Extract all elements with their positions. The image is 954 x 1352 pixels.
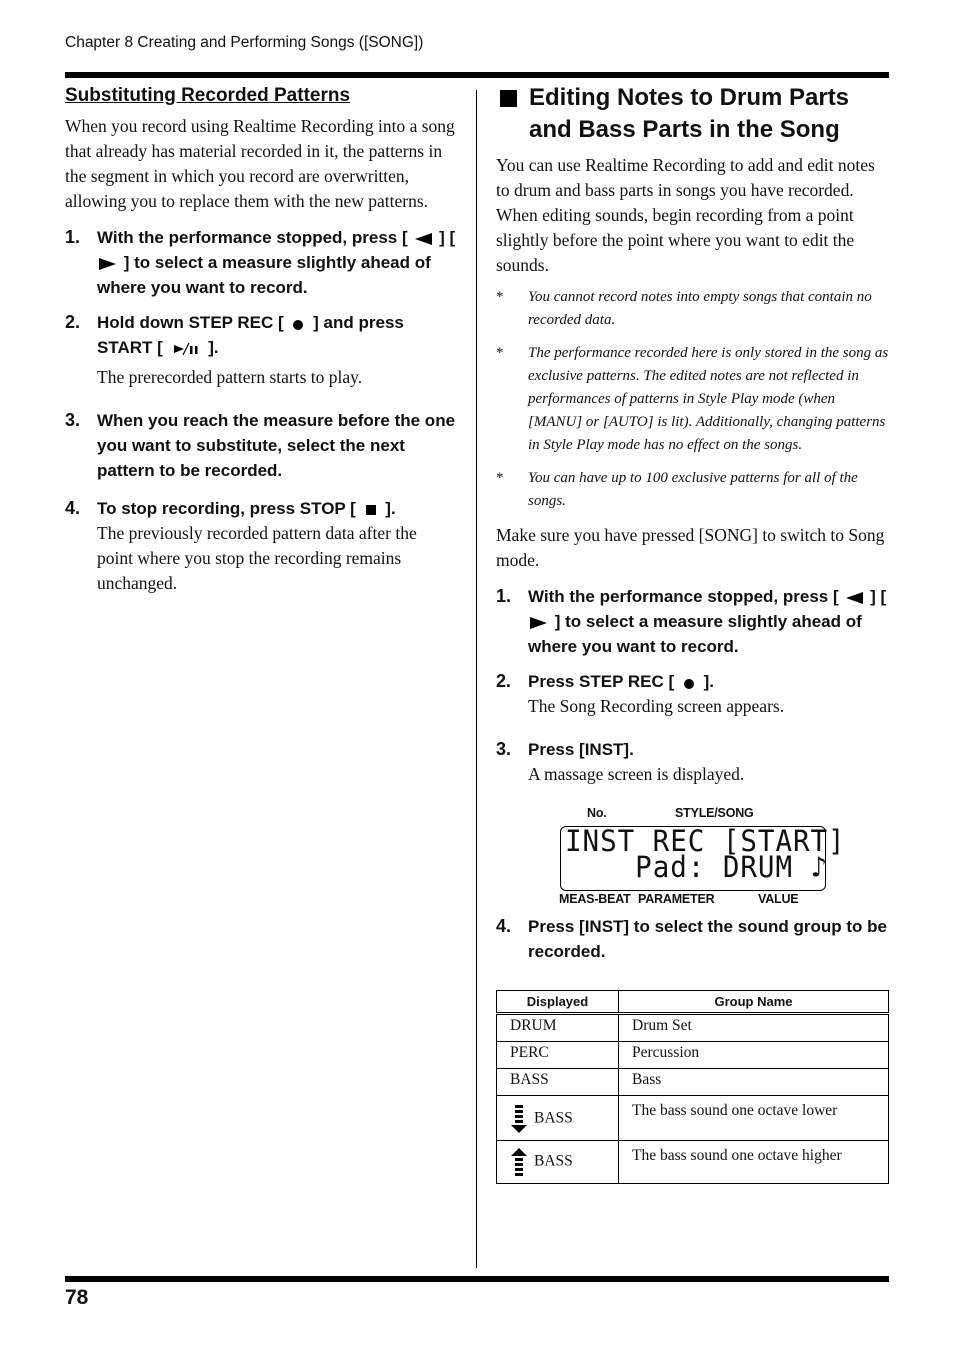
step-result: The previously recorded pattern data after the point where you stop the recording remains unchanged.	[97, 522, 417, 593]
rewind-icon	[412, 232, 434, 246]
note-1: * You cannot record notes into empty songs that contain no recorded data.	[496, 289, 872, 328]
step-number: 3.	[496, 738, 512, 759]
step-result: The prerecorded pattern starts to play.	[97, 367, 363, 387]
intro-paragraph: When you record using Realtime Recording into a song that already has material recorded in it, the patterns in the segment in which you record are overwritten, allowing you to replace them with the new patterns.	[65, 116, 455, 211]
step-4: 4. To stop recording, press STOP [ ]. The previously recorded pattern data after the point where you stop the recording remains unchanged.	[65, 496, 457, 596]
step-number: 4.	[65, 497, 81, 518]
lcd-label-meas-beat: MEAS-BEAT	[559, 892, 631, 906]
step-3: 3. When you reach the measure before the one you want to substitute, select the next pattern to be recorded.	[65, 409, 456, 480]
step-1: 1. With the performance stopped, press [ ] [ ] to select a measure slightly ahead of where you want to record.	[496, 586, 887, 656]
lcd-display	[556, 804, 886, 908]
column-header: Displayed	[497, 991, 619, 1014]
table-row: BASS The bass sound one octave lower	[497, 1096, 889, 1141]
step-number: 4.	[496, 916, 512, 936]
step-result: A massage screen is displayed.	[528, 763, 745, 784]
column-divider	[476, 90, 477, 1268]
step-4: 4. Press [INST] to select the sound group to be recorded.	[496, 916, 887, 961]
lcd-label-no: No.	[587, 806, 607, 820]
fast-forward-icon	[528, 616, 550, 630]
table-header-row	[497, 991, 889, 1014]
intro-paragraph-2: When editing sounds, begin recording from a point slightly before the point where you want to edit the sounds.	[496, 205, 855, 275]
fast-forward-icon	[97, 257, 119, 271]
step-number: 1.	[65, 227, 81, 247]
step-result: The Song Recording screen appears.	[528, 696, 785, 716]
table-row: BASS The bass sound one octave higher	[497, 1141, 889, 1184]
stop-icon	[361, 502, 381, 516]
step-number: 2.	[496, 671, 512, 691]
octave-down-icon	[510, 1104, 528, 1134]
table-row: PERC Percussion	[497, 1042, 889, 1069]
bottom-rule	[65, 1276, 889, 1282]
mode-paragraph: Make sure you have pressed [SONG] to switch to Song mode.	[496, 525, 885, 570]
column-header: Group Name	[619, 991, 889, 1014]
octave-up-icon	[510, 1147, 528, 1177]
step-2: 2. Press STEP REC [ ]. The Song Recording screen appears.	[496, 669, 889, 719]
table-row: DRUM Drum Set	[497, 1014, 889, 1042]
lcd-label-style-song: STYLE/SONG	[675, 806, 754, 820]
rewind-icon	[843, 591, 865, 605]
step-number: 2.	[65, 312, 81, 332]
step-number: 1.	[496, 586, 512, 606]
play-pause-icon	[168, 342, 204, 356]
top-rule	[65, 72, 889, 78]
lcd-line-1: INST REC [START]	[565, 824, 846, 858]
lcd-line-2: Pad: DRUM ♪	[635, 850, 829, 884]
section-heading: Substituting Recorded Patterns	[65, 85, 351, 106]
lcd-label-parameter: PARAMETER	[638, 892, 715, 906]
table-row: BASS Bass	[497, 1069, 889, 1096]
record-dot-icon	[288, 317, 308, 331]
sound-group-table	[496, 990, 889, 1184]
step-2: 2. Hold down STEP REC [ ] and press START [ ]. The prerecorded pattern starts to play.	[65, 310, 457, 390]
lcd-label-value: VALUE	[758, 892, 799, 906]
heading-square-icon	[500, 90, 517, 107]
main-heading: Editing Notes to Drum Parts and Bass Parts in the Song	[496, 82, 889, 146]
page-number: 78	[65, 1286, 89, 1309]
record-dot-icon	[679, 676, 699, 690]
right-column	[496, 82, 889, 1184]
step-1: 1. With the performance stopped, press [ ] [ ] to select a measure slightly ahead of where you want to record.	[65, 227, 456, 297]
left-column	[65, 84, 457, 613]
intro-paragraph-1: You can use Realtime Recording to add and edit notes to drum and bass parts in songs you have recorded.	[496, 155, 875, 200]
note-3: * You can have up to 100 exclusive patterns for all of the songs.	[496, 470, 858, 509]
note-2: * The performance recorded here is only stored in the song as exclusive patterns. The edited notes are not reflected in performances of patterns in Style Play mode (when [MANU] or [AUTO] is lit). Additionally, changing patterns in Style Play mode has no effect on the songs.	[496, 345, 889, 453]
step-3: 3. Press [INST]. A massage screen is displayed.	[496, 737, 889, 787]
step-number: 3.	[65, 409, 81, 430]
chapter-header: Chapter 8 Creating and Performing Songs ([SONG])	[65, 34, 424, 51]
